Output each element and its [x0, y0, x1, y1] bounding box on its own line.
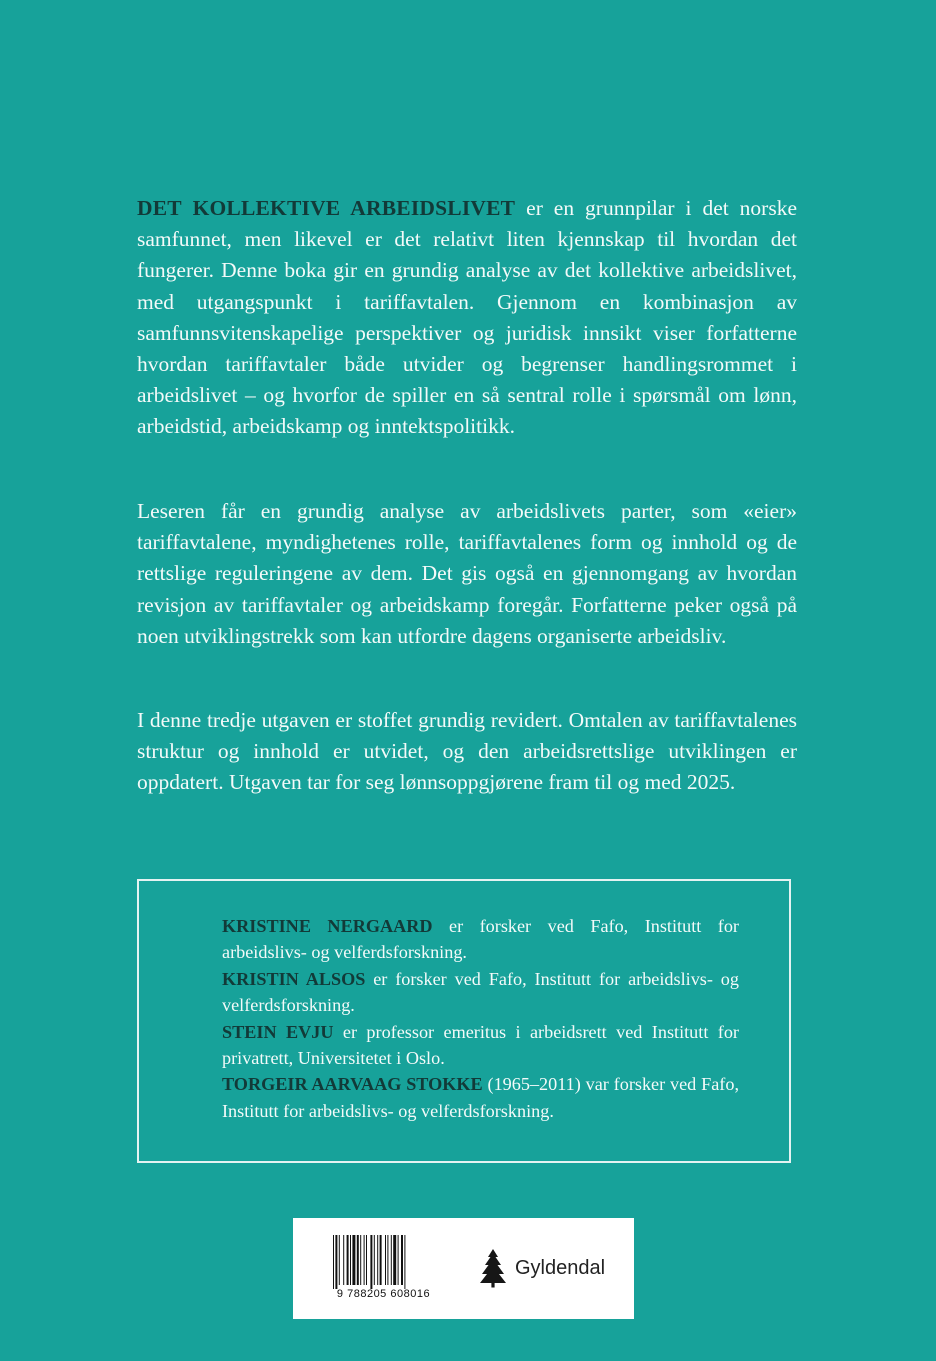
- isbn-number: 9 788205 608016: [336, 1288, 431, 1300]
- author-entry: [222, 966, 739, 1019]
- author-bio-box: [137, 879, 791, 1163]
- author-name: STEIN EVJU: [222, 1021, 334, 1042]
- description-paragraph-2: Leseren får en grundig analyse av arbeidslivets parter, som «eier» tariffavtalene, myndighetenes rolle, tariffavtalenes form og innhold og de rettslige reguleringene av dem. Det gis også en gjennomgang av hvordan revisjon av tariffavtaler og arbeidskamp foregår. Forfatterne peker også på noen utviklingstrekk som kan utfordre dagens organiserte arbeidsliv.: [137, 499, 797, 648]
- author-bio: (1965–2011) var forsker ved Fafo, Institutt for arbeidslivs- og velferdsforskning.: [222, 1074, 739, 1121]
- author-entry: [222, 913, 739, 966]
- author-bio: er forsker ved Fafo, Institutt for arbeidslivs- og velferdsforskning.: [222, 968, 739, 1016]
- barcode: [331, 1235, 437, 1289]
- author-entry: [222, 1019, 739, 1072]
- author-entry: [222, 1071, 739, 1124]
- author-name: KRISTIN ALSOS: [222, 968, 366, 989]
- description-paragraph-3: I denne tredje utgaven er stoffet grundig revidert. Omtalen av tariffavtalenes struktur og innhold er utvidet, og den arbeidsrettslige utviklingen er oppdatert. Utgaven tar for seg lønnsoppgjørene fram til og med 2025.: [137, 708, 797, 795]
- title-lead-caps: DET KOLLEKTIVE ARBEIDSLIVET: [137, 196, 516, 220]
- author-list: [222, 913, 739, 1124]
- barcode-panel: [293, 1218, 634, 1319]
- author-name: TORGEIR AARVAAG STOKKE: [222, 1074, 483, 1095]
- description-paragraph-1: [137, 193, 797, 443]
- author-name: KRISTINE NERGAARD: [222, 916, 433, 936]
- publisher-logo: [479, 1248, 605, 1288]
- spruce-tree-icon: [479, 1248, 507, 1288]
- author-bio: er professor emeritus i arbeidsrett ved Institutt for privatrett, Universitetet i Oslo.: [222, 1021, 739, 1069]
- author-bio: er forsker ved Fafo, Institutt for arbeidslivs- og velferdsforskning.: [222, 916, 739, 963]
- paragraph-1-text: er en grunnpilar i det norske samfunnet, men likevel er det relativt liten kjennskap til hvordan det fungerer. Denne boka gir en grundig analyse av det kollektive arbeidslivet, med utgangspunkt i tariffavtalen. Gjennom en kombinasjon av samfunnsvitenskapelige perspektiver og juridisk innsikt viser forfatterne hvordan tariffavtaler både utvider og begrenser handlingsrommet i arbeidslivet – og hvorfor de spiller en så sentral rolle i spørsmål om lønn, arbeidstid, arbeidskamp og inntektspolitikk.: [137, 196, 797, 439]
- publisher-name: Gyldendal: [515, 1256, 606, 1279]
